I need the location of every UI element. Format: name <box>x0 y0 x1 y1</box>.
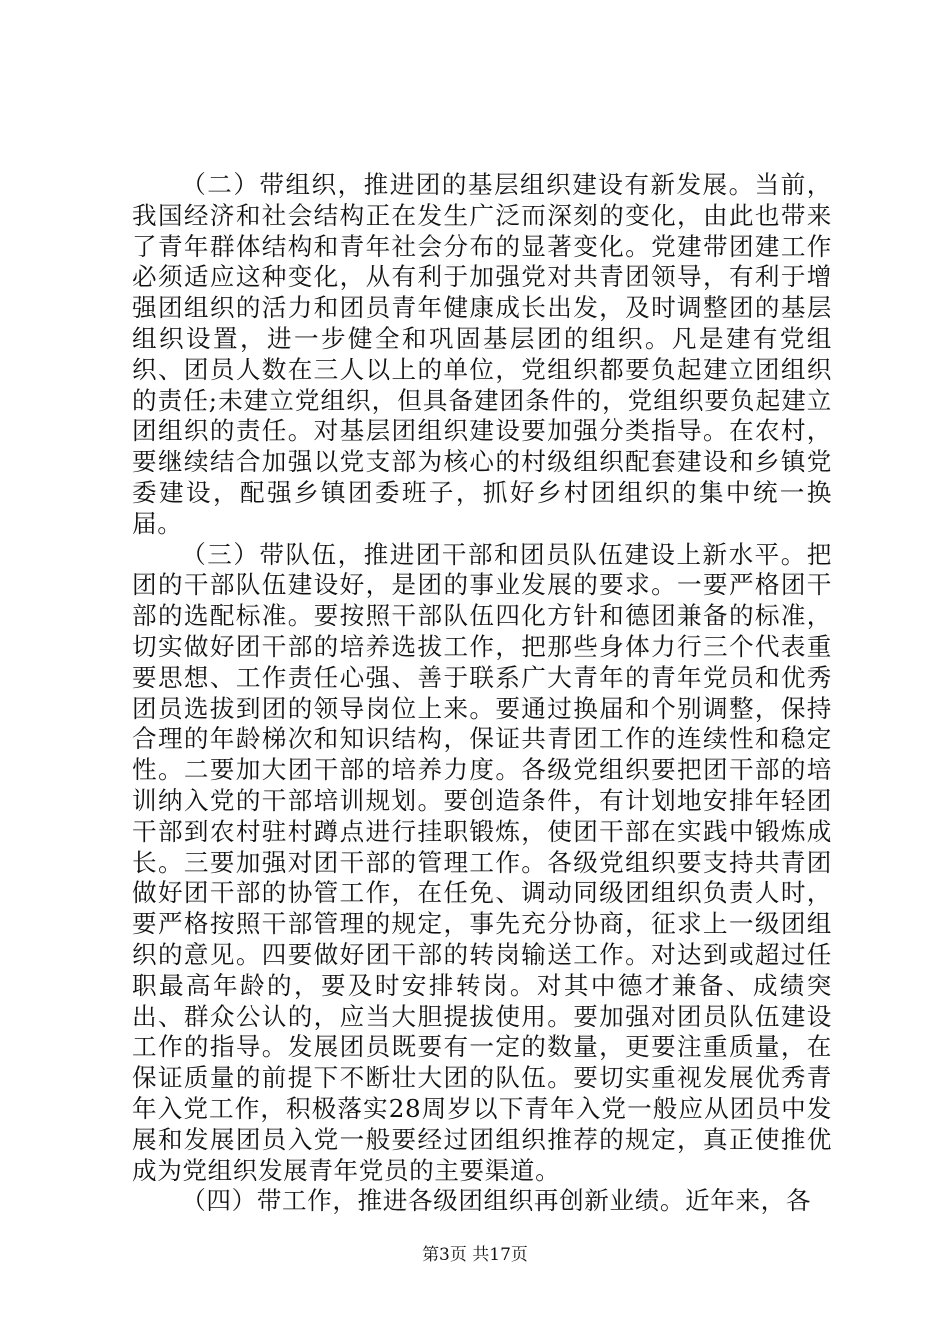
paragraph-team: （三）带队伍，推进团干部和团员队伍建设上新水平。把团的干部队伍建设好，是团的事业发展的要求。一要严格团干部的选配标准。要按照干部队伍四化方针和德团兼备的标准，切实做好团干部的培养选拔工作，把那些身体力行三个代表重要思想、工作责任心强、善于联系广大青年的青年党员和优秀团员选拔到团的领导岗位上来。要通过换届和个别调整，保持合理的年龄梯次和知识结构，保证共青团工作的连续性和稳定性。二要加大团干部的培养力度。各级党组织要把团干部的培训纳入党的干部培训规划。要创造条件，有计划地安排年轻团干部到农村驻村蹲点进行挂职锻炼，使团干部在实践中锻炼成长。三要加强对团干部的管理工作。各级党组织要支持共青团做好团干部的协管工作，在任免、调动同级团组织负责人时，要严格按照干部管理的规定，事先充分协商，征求上一级团组织的意见。四要做好团干部的转岗输送工作。对达到或超过任职最高年龄的，要及时安排转岗。对其中德才兼备、成绩突出、群众公认的，应当大胆提拔使用。要加强对团员队伍建设工作的指导。发展团员既要有一定的数量，更要注重质量，在保证质量的前提下不断壮大团的队伍。要切实重视发展优秀青年入党工作，积极落实28周岁以下青年入党一般应从团员中发展和发展团员入党一般要经过团组织推荐的规定，真正使推优成为党组织发展青年党员的主要渠道。 <box>132 539 832 1185</box>
page-footer <box>0 1244 950 1266</box>
paragraph-organization: （二）带组织，推进团的基层组织建设有新发展。当前，我国经济和社会结构正在发生广泛而深刻的变化，由此也带来了青年群体结构和青年社会分布的显著变化。党建带团建工作必须适应这种变化，从有利于加强党对共青团领导，有利于增强团组织的活力和团员青年健康成长出发，及时调整团的基层组织设置，进一步健全和巩固基层团的组织。凡是建有党组织、团员人数在三人以上的单位，党组织都要负起建立团组织的责任;未建立党组织，但具备建团条件的，党组织要负起建立团组织的责任。对基层团组织建设要加强分类指导。在农村，要继续结合加强以党支部为核心的村级组织配套建设和乡镇党委建设，配强乡镇团委班子，抓好乡村团组织的集中统一换届。 <box>132 170 832 538</box>
page-number: 第3页 <box>422 1245 467 1265</box>
page-total: 共17页 <box>472 1245 528 1265</box>
paragraph-work: （四）带工作，推进各级团组织再创新业绩。近年来，各 <box>181 1186 812 1216</box>
document-body <box>132 170 832 1217</box>
